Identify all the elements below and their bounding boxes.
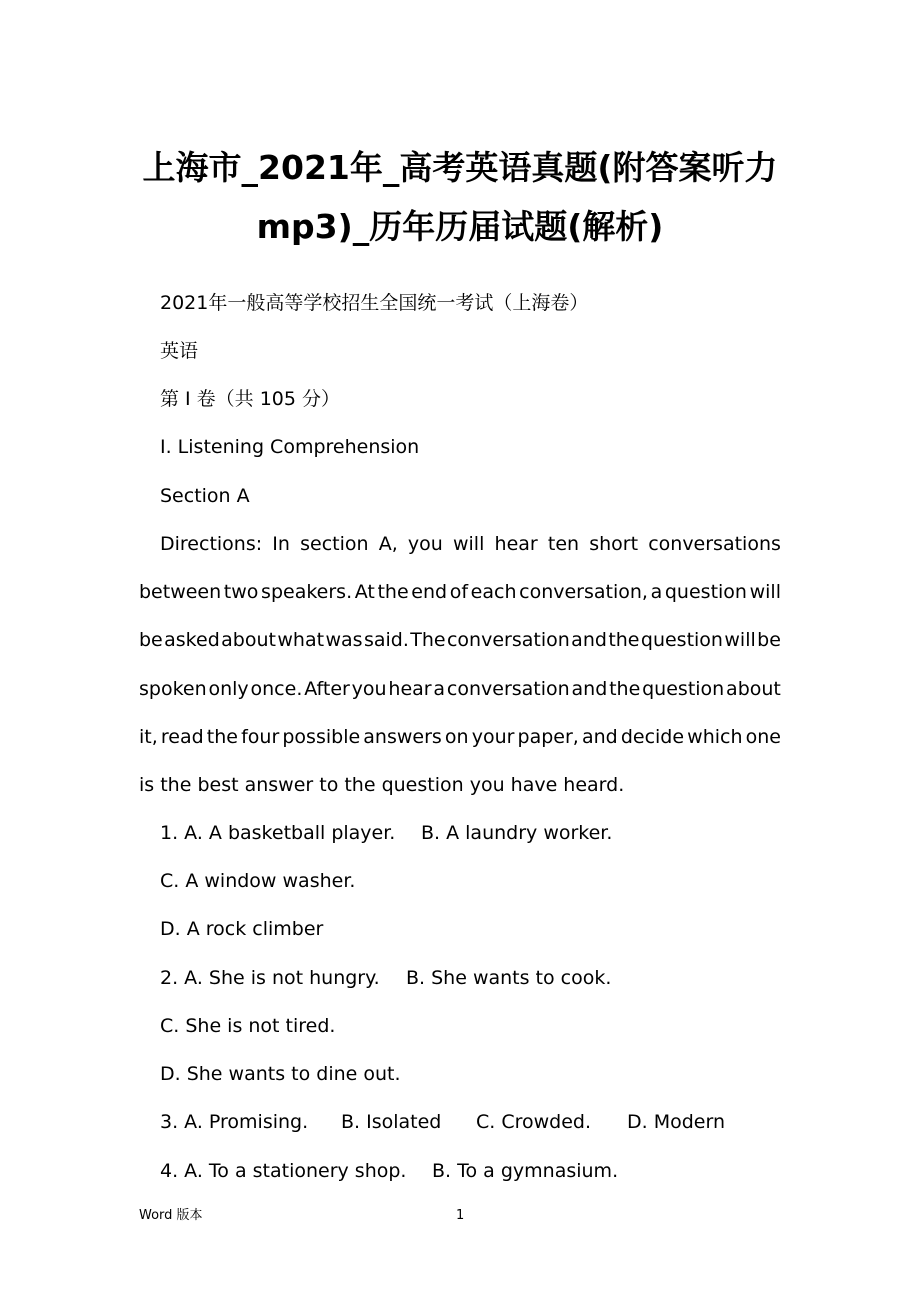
- directions-word: it,: [139, 726, 158, 748]
- directions-word: said.: [363, 629, 409, 651]
- q1-option-c: C. A window washer.: [160, 870, 356, 892]
- directions-word: of: [449, 581, 469, 603]
- directions-word: section: [300, 533, 369, 555]
- directions-word: four: [241, 726, 280, 748]
- directions-line: [160, 529, 781, 559]
- directions-word: you: [407, 533, 443, 555]
- directions-word: conversation,: [519, 581, 648, 603]
- section-heading: Section A: [160, 485, 250, 507]
- directions-word: which: [687, 726, 743, 748]
- q3-option-d: D. Modern: [627, 1111, 725, 1133]
- exam-name: 2021年一般高等学校招生全国统一考试（上海卷）: [160, 292, 589, 314]
- directions-word: asked: [164, 629, 220, 651]
- directions-word: end: [411, 581, 448, 603]
- directions-word: one: [745, 726, 781, 748]
- subject: 英语: [160, 340, 199, 362]
- directions-word: be: [757, 629, 781, 651]
- q3-option-c: C. Crowded.: [476, 1111, 592, 1133]
- directions-word: conversations: [648, 533, 781, 555]
- directions-word: question: [664, 581, 747, 603]
- directions-word: about: [726, 678, 781, 700]
- footer-page-number: 1: [456, 1208, 465, 1223]
- document-title-line-2: mp3)_历年历届试题(解析): [256, 207, 664, 246]
- directions-word: hear: [388, 678, 432, 700]
- q2-option-a: 2. A. She is not hungry.: [160, 967, 380, 989]
- q2-option-d: D. She wants to dine out.: [160, 1063, 401, 1085]
- directions-word: paper,: [517, 726, 579, 748]
- directions-word: speakers.: [261, 581, 353, 603]
- directions-word: and: [581, 726, 618, 748]
- directions-word: a: [650, 581, 663, 603]
- q4-option-a: 4. A. To a stationery shop.: [160, 1160, 407, 1182]
- directions-word: you: [351, 678, 387, 700]
- directions-word: will: [724, 629, 756, 651]
- directions-line: [139, 674, 781, 704]
- q3-option-b: B. Isolated: [341, 1111, 442, 1133]
- directions-word: A,: [378, 533, 398, 555]
- directions-word: Directions:: [160, 533, 263, 555]
- directions-word: each: [470, 581, 517, 603]
- document-title-line-1: 上海市_2021年_高考英语真题(附答案听力: [142, 148, 778, 187]
- directions-word: two: [223, 581, 259, 603]
- directions-word: and: [571, 678, 608, 700]
- directions-line: [139, 722, 781, 752]
- directions-word: once.: [250, 678, 303, 700]
- directions-word: question: [640, 629, 723, 651]
- directions-word: only: [208, 678, 249, 700]
- directions-word: on: [444, 726, 469, 748]
- directions-word: The: [410, 629, 446, 651]
- directions-word: about: [221, 629, 276, 651]
- directions-word: the: [377, 581, 409, 603]
- q1-option-d: D. A rock climber: [160, 918, 324, 940]
- directions-word: the: [608, 629, 640, 651]
- directions-word: short: [589, 533, 639, 555]
- directions-word: the: [609, 678, 641, 700]
- q2-option-c: C. She is not tired.: [160, 1015, 336, 1037]
- directions-word: In: [272, 533, 290, 555]
- directions-word: At: [354, 581, 375, 603]
- directions-word: between: [139, 581, 222, 603]
- directions-word: be: [139, 629, 163, 651]
- directions-word: your: [471, 726, 515, 748]
- q1-option-a: 1. A. A basketball player.: [160, 822, 396, 844]
- part-heading: I. Listening Comprehension: [160, 436, 420, 458]
- directions-word: spoken: [139, 678, 207, 700]
- directions-word: hear: [494, 533, 538, 555]
- directions-last-line: is the best answer to the question you have heard.: [139, 774, 625, 796]
- q1-option-b: B. A laundry worker.: [421, 822, 613, 844]
- directions-word: decide: [620, 726, 685, 748]
- q2-option-b: B. She wants to cook.: [406, 967, 612, 989]
- directions-line: [139, 625, 781, 655]
- directions-word: will: [749, 581, 781, 603]
- directions-word: conversation: [446, 629, 570, 651]
- directions-word: read: [160, 726, 204, 748]
- directions-line: [139, 577, 781, 607]
- directions-word: answers: [363, 726, 442, 748]
- directions-word: will: [452, 533, 485, 555]
- directions-word: possible: [282, 726, 361, 748]
- directions-word: was: [325, 629, 363, 651]
- directions-word: conversation: [446, 678, 570, 700]
- directions-word: ten: [547, 533, 580, 555]
- directions-word: and: [571, 629, 607, 651]
- directions-word: a: [433, 678, 446, 700]
- q4-option-b: B. To a gymnasium.: [432, 1160, 619, 1182]
- footer-word-version: Word 版本: [139, 1208, 203, 1223]
- q3-option-a: 3. A. Promising.: [160, 1111, 309, 1133]
- directions-word: the: [206, 726, 238, 748]
- directions-word: what: [277, 629, 325, 651]
- volume-heading: 第 I 卷（共 105 分）: [160, 388, 341, 410]
- directions-word: question: [642, 678, 725, 700]
- directions-word: After: [304, 678, 350, 700]
